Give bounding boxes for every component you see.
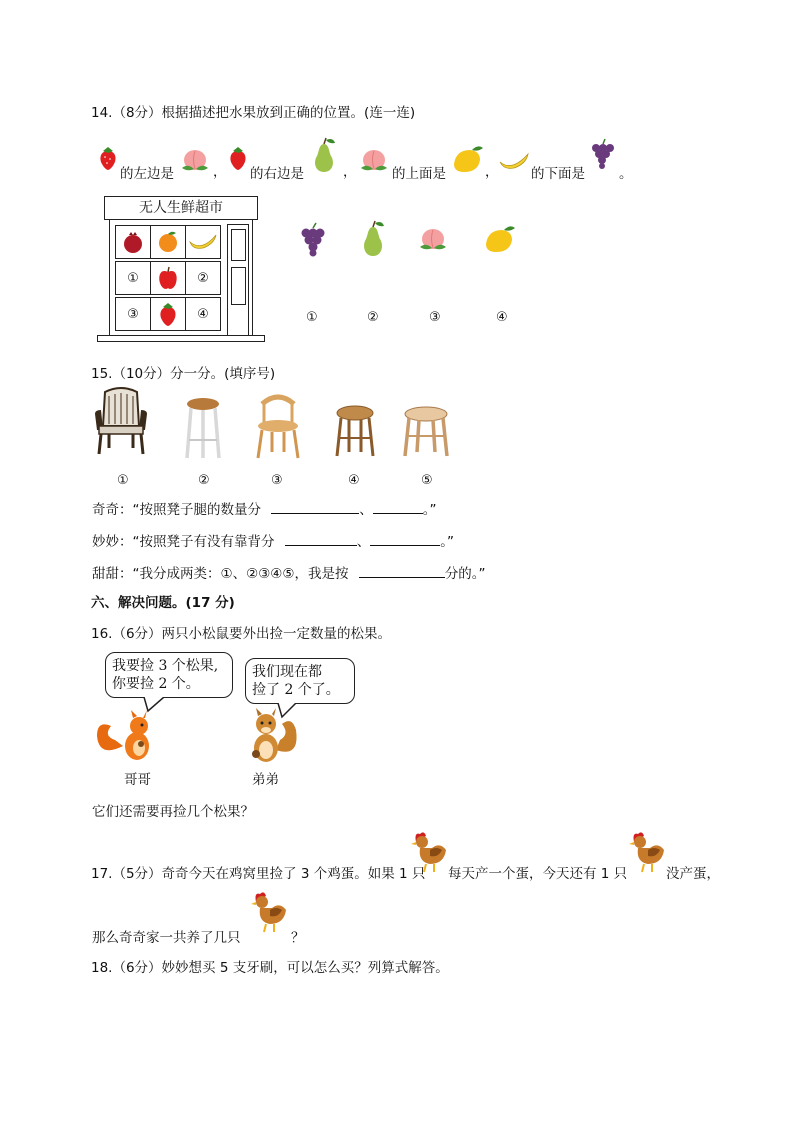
chair-label-5: ⑤ [421,473,433,488]
miaomiao-sep: 、 [356,534,371,550]
bubble-left-line-2: 你要捡 2 个。 [112,676,200,692]
q17-part-2: 每天产一个蛋，今天还有 1 只 [448,866,628,882]
chair-label-4: ④ [348,473,360,488]
qiqi-suffix: 。” [422,502,437,518]
strawberry-icon [227,145,249,171]
store-sign: 无人生鲜超市 [104,196,258,220]
pear-choice-icon[interactable] [356,218,390,260]
grid-cell-strawberry[interactable] [150,297,186,331]
tiantian-blank[interactable] [359,563,445,578]
round-stool-icon [401,404,451,458]
store-base [97,335,265,342]
qiqi-text: 奇奇：“按照凳子腿的数量分 [92,502,261,518]
choice-label-3: ③ [429,310,441,325]
banana-icon [188,232,218,252]
tiantian-text: 甜甜：“我分成两类：①、②③④⑤，我是按 [92,566,349,582]
label-big-brother: 哥哥 [124,772,151,788]
q14-text-2: 的右边是 [250,166,304,182]
peach-icon [178,145,212,175]
q14-title: 14.（8分）根据描述把水果放到正确的位置。(连一连) [91,105,416,121]
qiqi-sep: 、 [359,502,373,518]
pear-icon [308,136,340,176]
hen-icon [628,828,666,874]
squirrel-big-brother-icon [95,706,157,764]
bubble-right-line-2: 捡了 2 个了。 [252,682,340,698]
q14-comma-3: ， [485,164,499,180]
apple-icon [156,265,180,291]
chair-label-3: ③ [271,473,283,488]
peach-choice-icon[interactable] [416,224,450,254]
q16-title: 16.（6分）两只小松鼠要外出捡一定数量的松果。 [91,626,392,642]
choice-label-1: ① [306,310,318,325]
hen-icon [250,888,288,934]
q15-title: 15.（10分）分一分。(填序号) [91,366,276,382]
q17-question-mark: ？ [291,930,305,946]
tiantian-suffix: 分的。” [444,566,486,582]
strawberry-icon [157,301,179,327]
chair-label-1: ① [117,473,129,488]
fresh-market-store [97,196,267,346]
tiantian-line [92,562,486,582]
grape-choice-icon[interactable] [298,222,328,258]
q14-comma-1: ， [213,164,227,180]
qiqi-blank-2[interactable] [373,499,423,514]
peach-icon [357,145,391,175]
q14-text-3: 的上面是 [392,166,446,182]
q18-title: 18.（6分）妙妙想买 5 支牙刷，可以怎么买？列算式解答。 [91,960,449,976]
grid-cell-apple[interactable] [150,261,186,295]
grid-cell-1[interactable]: ① [115,261,151,295]
q17-part-3: 没产蛋， [666,866,720,882]
grid-cell-banana[interactable] [185,225,221,259]
label-little-brother: 弟弟 [252,772,279,788]
miaomiao-blank-1[interactable] [285,531,357,546]
mango-icon [450,144,484,176]
q14-period: 。 [619,166,633,182]
store-door [227,224,249,336]
bubble-left-line-1: 我要捡 3 个松果, [112,658,219,674]
q17-part-1: 17.（5分）奇奇今天在鸡窝里捡了 3 个鸡蛋。如果 1 只 [91,866,426,882]
speech-bubble-left [105,652,233,698]
speech-bubble-right [245,658,355,704]
q17-line-2: 那么奇奇家一共养了几只 [92,930,241,946]
choice-label-4: ④ [496,310,508,325]
q14-text-4: 的下面是 [531,166,585,182]
miaomiao-text: 妙妙：“按照凳子有没有靠背分 [92,534,275,550]
armchair-icon [91,386,153,456]
q14-description [95,140,715,180]
pomegranate-icon [121,230,145,254]
tall-stool-icon [183,396,223,460]
mango-choice-icon[interactable] [482,224,516,256]
squirrel-little-brother-icon [244,706,300,766]
bubble-right-line-1: 我们现在都 [252,664,322,680]
q16-question: 它们还需要再捡几个松果？ [92,804,254,820]
grid-cell-orange[interactable] [150,225,186,259]
grid-cell-pomegranate[interactable] [115,225,151,259]
miaomiao-blank-2[interactable] [370,531,440,546]
chair-label-2: ② [198,473,210,488]
strawberry-icon [97,145,119,171]
q14-text-1: 的左边是 [120,166,174,182]
miaomiao-line [92,530,454,550]
choice-label-2: ② [367,310,379,325]
grid-cell-3[interactable]: ③ [115,297,151,331]
qiqi-line [92,498,437,518]
wooden-chair-icon [252,388,302,460]
qiqi-blank-1[interactable] [271,499,359,514]
low-stool-icon [332,404,378,458]
banana-icon [498,150,530,172]
section-6-heading: 六、解决问题。(17 分) [91,595,235,611]
grape-icon [589,138,615,172]
grid-cell-2[interactable]: ② [185,261,221,295]
miaomiao-suffix: 。” [440,534,455,550]
q14-comma-2: ， [343,164,357,180]
orange-icon [156,230,180,254]
grid-cell-4[interactable]: ④ [185,297,221,331]
